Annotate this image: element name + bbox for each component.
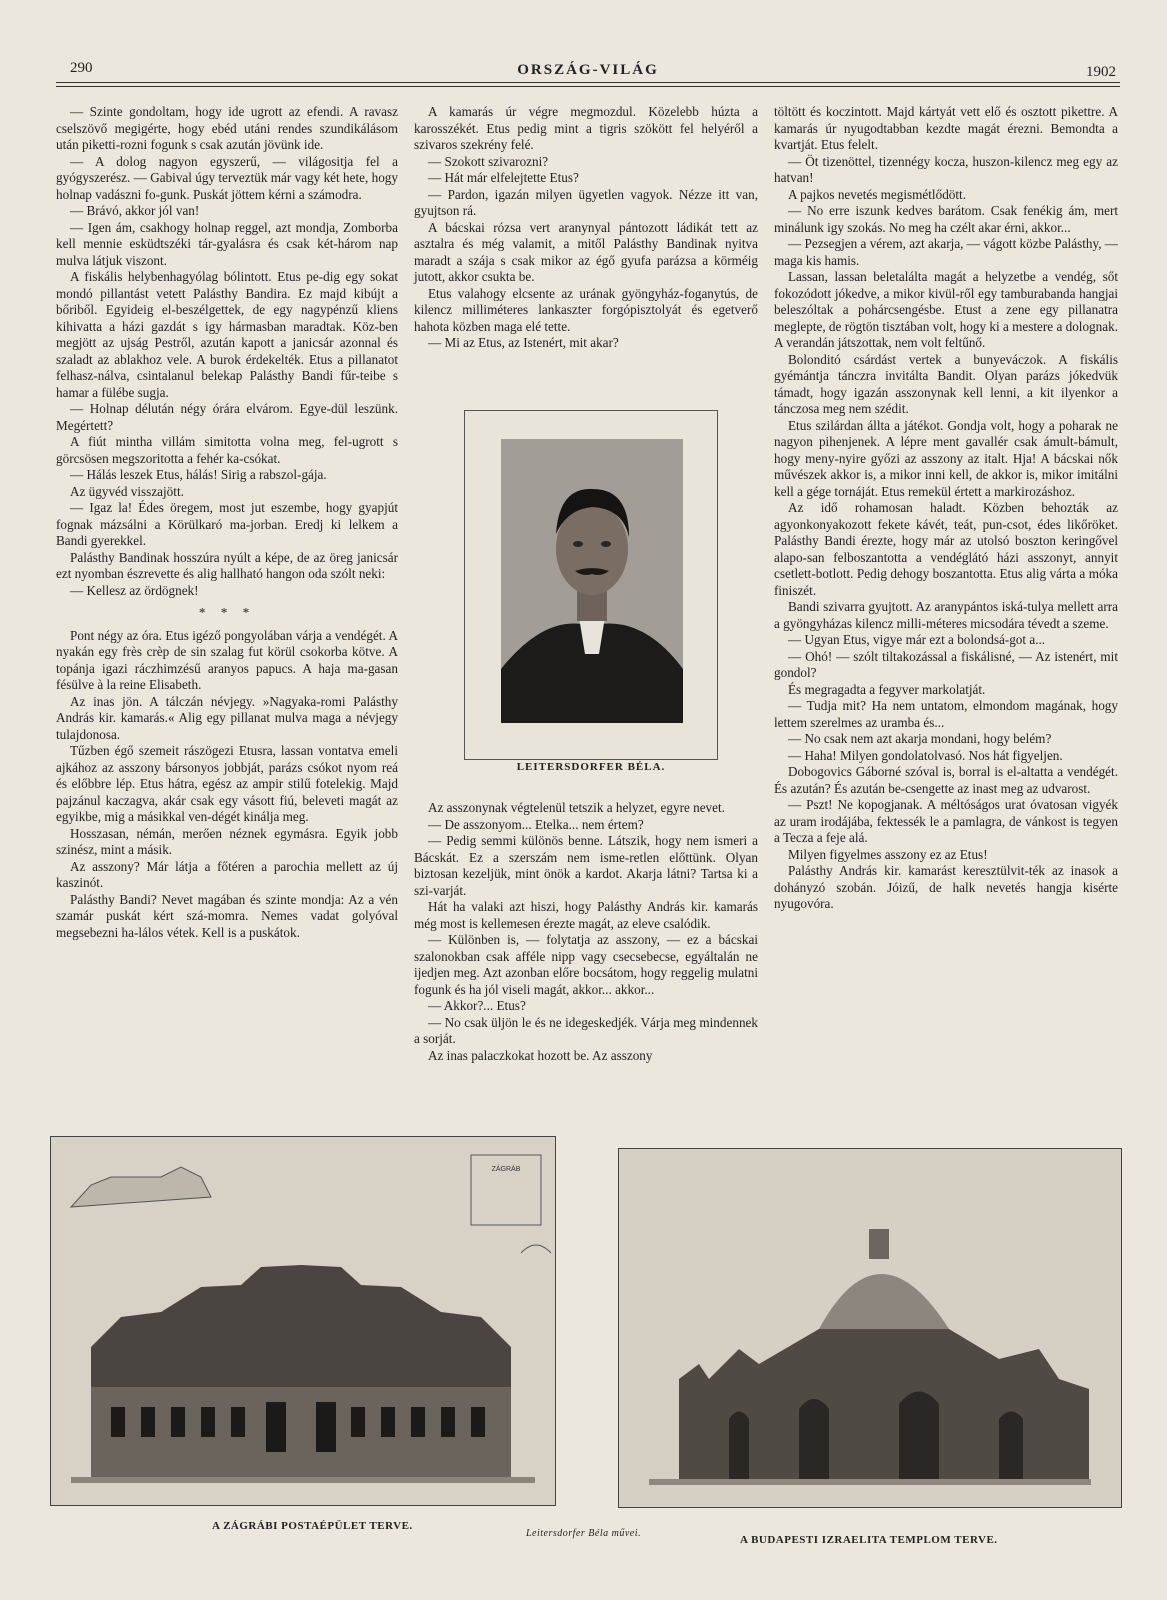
paragraph: És megragadta a fegyver markolatját. <box>788 681 986 697</box>
paragraph: Etus szilárdan állta a játékot. Gondja volt, hogy a poharak ne nagyon pihenjenek. A lépre ment gavallér csak ámult-bámult, hogy meny-nyire győzi az asszony az italt. Hja! A bácskai nők művészek akkor is, a mikor inni kell, de akkor is, mikor imitálni kell a gége tornáját. Etus remekül értett a markirozáshoz. <box>774 417 1118 499</box>
paragraph: — Pszt! Ne kopogjanak. A méltóságos urat óvatosan vigyék az uram irodájába, fektessék le a pamlagra, de vánkost is tegyen a Tecza a feje alá. <box>774 797 1118 845</box>
paragraph: Bandi szivarra gyujtott. Az aranypántos iská-tulya mellett arra a gyöngyházas kilencz milli-méteres micsodára tévedt a szeme. <box>774 599 1118 631</box>
paragraph: — Haha! Milyen gondolatolvasó. Nos hát figyeljen. <box>788 747 1063 763</box>
paragraph: Palásthy András kir. kamarást keresztülvit-ték az inasok a dohányzó szobán. Jóizű, de halk nevetés hangja kisérte nyugovóra. <box>774 863 1118 911</box>
paragraph: — No csak nem azt akarja mondani, hogy belém? <box>788 731 1052 746</box>
paragraph: — Akkor?... Etus? <box>428 998 526 1013</box>
paragraph: Az asszony? Már látja a főtéren a parochia mellett az új kaszinót. <box>56 858 398 890</box>
paragraph: A fiskális helybenhagyólag bólintott. Etus pe-dig egy sokat mondó pillantást vetett Palásthy Bandira. Ez majd kibújt a bőriből. Egyideig el-beszélgettek, de egy nagypénzű kliens kihivatta a házi gazdát s igy hármasban maradtak. Köz-ben megjött az ujság Pestről, azután kapott a janicsár azonnal és szaladt az ablakhoz vele. A burok érdekelték. Etus a pillanatot felhasz-nálva, csintalanul belekap Palásthy Bandi fűr-teibe s hamar a fülébe sugja. <box>56 269 398 400</box>
paragraph: — Ohó! — szólt tiltakozással a fiskálisné, — Az istenért, mit gondol? <box>774 648 1118 680</box>
paragraph: — Igaz la! Édes öregem, most jut eszembe, hogy gyapjút fognak mázsálni a Körülkaró ma-jorban. Eredj ki lelkem a Bandi gyerekkel. <box>56 500 398 548</box>
paragraph: Bolonditó csárdást vertek a bunyeváczok. A fiskális gyémántja tánczra invitálta Bandit. Olyan parázs jókedvük támadt, hogy igazán asszonynak kell lenni, a kit ilyenkor a tánczosa meg nem szédit. <box>774 351 1118 416</box>
paragraph: Az inas palaczkokat hozott be. Az asszony <box>428 1047 653 1063</box>
paragraph: — Különben is, — folytatja az asszony, — ez a bácskai szalonokban csak afféle nipp vagy csecsebecse, egyáltalán ne ijedjen meg. Azt azonban előre bocsátom, hogy reggelig mulatni fogunk és ha jól viseli magát, akkor... akkor... <box>414 932 758 997</box>
paragraph: — Mi az Etus, az Istenért, mit akar? <box>428 335 619 350</box>
building-sketch-2 <box>619 1149 1121 1507</box>
paragraph: Az ügyvéd visszajött. <box>70 483 184 499</box>
paragraph: Hát ha valaki azt hiszi, hogy Palásthy András kir. kamarás még most is kellemesen érezte magát, az eleve csalódik. <box>414 899 758 931</box>
paragraph: — Öt tizenöttel, tizennégy kocza, huszon-kilencz meg egy az hatvan! <box>774 153 1118 185</box>
portrait-photo <box>501 439 683 723</box>
building-sketch-1 <box>51 1137 555 1505</box>
column-1 <box>56 104 398 941</box>
column-2-bottom <box>414 800 758 1064</box>
paragraph: — Pardon, igazán milyen ügyetlen vagyok. Nézze itt van, gyujtson rá. <box>414 186 758 218</box>
portrait-frame <box>464 410 718 773</box>
paragraph: A bácskai rózsa vert aranynyal pántozott ládikát tett az asztalra és még valamit, a mitől Palásthy Bandinak nyitva maradt a szája s csak mikor az égő gyufa parázsa a körméig jutott, akkor csukta be. <box>414 219 758 284</box>
paragraph: — Pezsegjen a vérem, azt akarja, — vágott közbe Palásthy, — maga kis hamis. <box>774 236 1118 268</box>
sketch-label: ZÁGRÁB <box>491 1166 521 1173</box>
paragraph: — Pedig semmi különös benne. Látszik, hogy nem ismeri a Bácskát. Ez a szerszám nem isme-retlen előttünk. Olyan biztosan kezeljük, mint önök a kardot. Akarja látni? Tartsa ki a szi-varját. <box>414 833 758 898</box>
paragraph: — Szinte gondoltam, hogy ide ugrott az efendi. A ravasz cselszövő megigérte, hogy ebéd utáni rendes szundikálásom után piketti-rozni fogunk s csak azután jövünk ide. <box>56 104 398 152</box>
paragraph: Tűzben égő szemeit rászögezi Etusra, lassan vontatva emeli ajkához az asszony bársonyos jobbját, parázs csókot nyom reá és előbbre lép. Etus hátra, egész az ampir stilű fotelekig. Majd pajzánul kaczagva, akár csak egy vásott fiú, beleveti magát az egyikbe, mig a másikkal ven-dégét kinálja meg. <box>56 743 398 824</box>
paragraph: — Hát már elfelejtette Etus? <box>428 170 579 185</box>
column-2-top <box>414 104 758 352</box>
paragraph: Palásthy Bandi? Nevet magában és szinte mondja: Az a vén szamár puskát kért szá-momra. Nemes vadat golyóval megsebezni ha-lálos vétek. Kell is a puskátok. <box>56 891 398 940</box>
paragraph: — De asszonyom... Etelka... nem értem? <box>428 816 644 832</box>
paragraph: Milyen figyelmes asszony ez az Etus! <box>788 846 988 862</box>
paragraph: Az inas jön. A tálczán névjegy. »Nagyaka-romi Palásthy András kir. kamarás.« Alig egy pillanat mulva maga a névjegy tulajdonosa. <box>56 693 398 742</box>
paragraph: — Kellesz az ördögnek! <box>70 582 199 598</box>
paragraph: A pajkos nevetés megismétlődött. <box>788 186 967 202</box>
paragraph: Etus valahogy elcsente az urának gyöngyház-foganytús, de kilencz milliméteres lankaszter forgópisztolyát és egetverő hahota közben maga elé tette. <box>414 285 758 334</box>
section-break: * * * <box>198 605 256 620</box>
paragraph: Lassan, lassan beletalálta magát a helyzetbe a vendég, sőt fokozódott jókedve, a mikor kivül-ről egy tamburabanda hangjai beleszóltak a pohárcsengésbe. Etust a zene egy pillanatra meglepte, de rögtön tisztában volt, hogy ki a mestere a dolognak. A verandán játszottak, nem volt feltűnő. <box>774 269 1118 350</box>
year: 1902 <box>1086 64 1116 80</box>
caption-works: Leitersdorfer Béla művei. <box>526 1528 641 1539</box>
paragraph: — Brávó, akkor jól van! <box>70 203 200 218</box>
paragraph: — Holnap délután négy órára elvárom. Egye-dül leszünk. Megértett? <box>56 401 398 433</box>
paragraph: — Hálás leszek Etus, hálás! Sirig a rabszol-gája. <box>70 467 327 482</box>
page-number: 290 <box>70 60 93 76</box>
paragraph: Az asszonynak végtelenül tetszik a helyzet, egyre nevet. <box>428 800 725 815</box>
paragraph: — Szokott szivarozni? <box>428 153 549 169</box>
paragraph: — Tudja mit? Ha nem untatom, elmondom magának, hogy lettem szerelmes az uramba és... <box>774 698 1118 730</box>
paragraph: — No erre iszunk kedves barátom. Csak fenékig ám, mert minálunk igy szokás. No meg ha czélt akar érni, akkor... <box>774 203 1118 235</box>
paragraph: Az idő rohamosan haladt. Közben behozták az agyonkonyakozott fekete kávét, teát, pun-csot, édes likőröket. Palásthy Bandi érezte, hogy már az utolsó boszton keringővel alapo-san felboszantotta a vendéglátó házi asszonyt, annyit csetlett-botlott. Pedig dehogy boszantotta. Etus alig várta a móka finiszét. <box>774 500 1118 598</box>
zagreb-post-office-drawing <box>50 1136 556 1506</box>
caption-budapest: A BUDAPESTI IZRAELITA TEMPLOM TERVE. <box>740 1534 998 1546</box>
masthead-title: ORSZÁG-VILÁG <box>517 62 659 78</box>
header-rule-2 <box>56 86 1120 87</box>
paragraph: A fiút mintha villám simitotta volna meg, fel-ugrott s görcsösen megszoritotta a fehér ka-csókat. <box>56 434 398 466</box>
paragraph: A kamarás úr végre megmozdul. Közelebb húzta a karosszékét. Etus pedig mint a tigris szökött fel helyéről a szivaros szekrény felé. <box>414 104 758 152</box>
paragraph: — Igen ám, csakhogy holnap reggel, azt mondja, Zomborba kell mennie esküdtszéki tár-gyalásra és csak két-három nap mulva látjuk viszont. <box>56 219 398 268</box>
paragraph: Hosszasan, némán, merően néznek egymásra. Egyik jobb szinész, mint a másik. <box>56 825 398 857</box>
budapest-synagogue-drawing <box>618 1148 1122 1508</box>
portrait-caption: LEITERSDORFER BÉLA. <box>516 761 666 773</box>
caption-zagreb: A ZÁGRÁBI POSTAÉPÜLET TERVE. <box>212 1520 413 1532</box>
header-rule <box>56 82 1120 83</box>
paragraph: Pont négy az óra. Etus igéző pongyolában várja a vendégét. A nyakán egy frès crèp de sin szalag fut körül csokorba kötve. A topánja igazi ráczhimzésű aranyos papucs. A haja ma-gasan fésülve à la reine Elisabeth. <box>56 627 398 692</box>
paragraph: Dobogovics Gáborné szóval is, borral is el-altatta a vendégét. És azután? És azután be-csengette az inast meg az udvarost. <box>774 764 1118 796</box>
portrait-illustration <box>501 439 683 723</box>
column-3 <box>774 104 1118 913</box>
page-header <box>56 58 1120 84</box>
paragraph: — Ugyan Etus, vigye már ezt a bolondsá-got a... <box>788 632 1046 647</box>
paragraph: töltött és koczintott. Majd kártyát vett elő és osztott pikettre. A kamarás úr nyugodtabban kezdte magát érezni. Bemondta a kvartját. Etus felelt. <box>774 104 1118 152</box>
paragraph: Palásthy Bandinak hosszúra nyúlt a képe, de az öreg janicsár ezt nyomban észrevette és alig hallható hangon oda szólt neki: <box>56 549 398 581</box>
paragraph: — No csak üljön le és ne idegeskedjék. Várja meg mindennek a sorját. <box>414 1014 758 1046</box>
paragraph: — A dolog nagyon egyszerű, — világositja fel a gyógyszerész. — Gabival úgy terveztük már vagy két hete, hogy holnap vadászni fo-gunk. Puskát jöttem kérni a számodra. <box>56 153 398 202</box>
